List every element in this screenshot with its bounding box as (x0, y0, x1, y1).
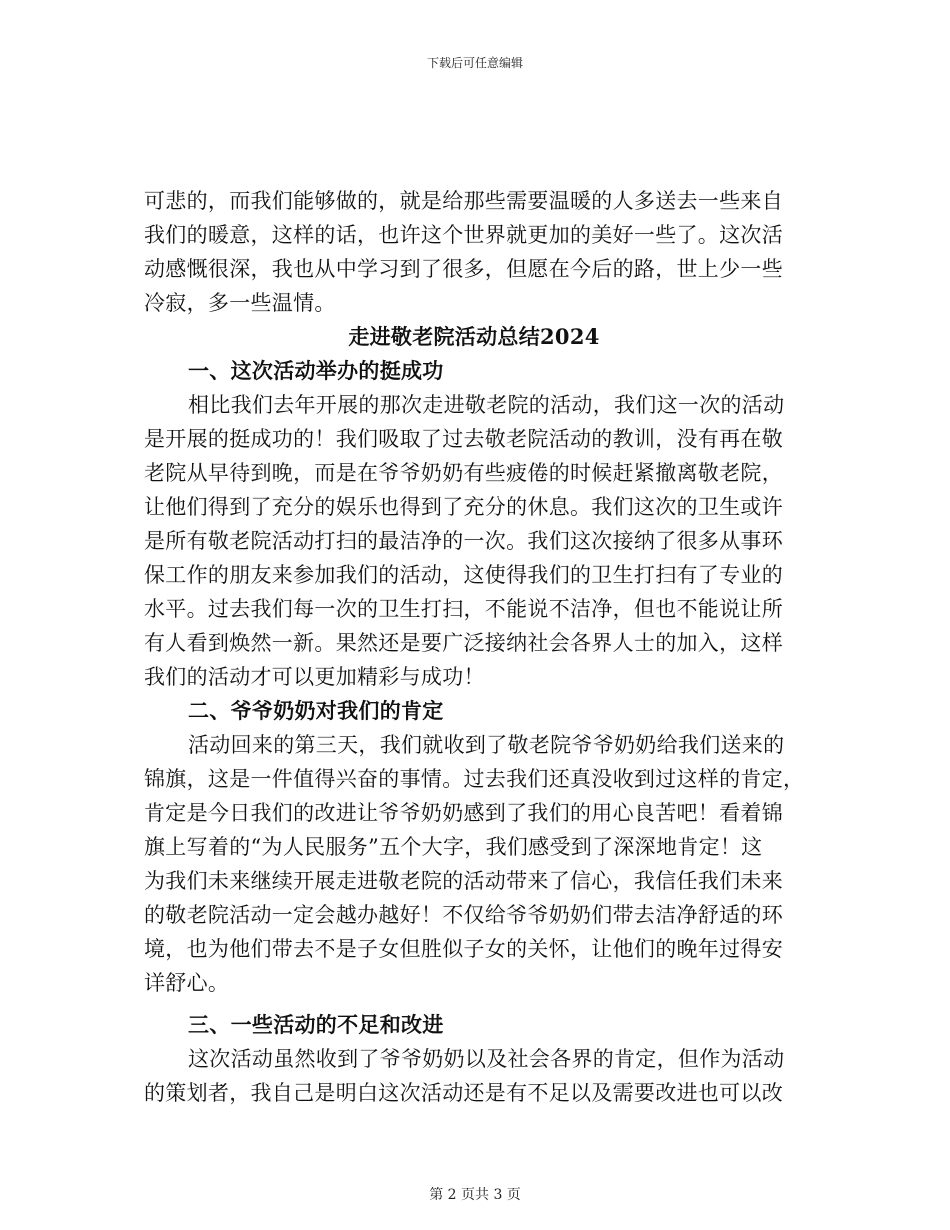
body-text-line: 为我们未来继续开展走进敬老院的活动带来了信心，我信任我们未来 (144, 869, 783, 893)
body-text-line: 可悲的，而我们能够做的，就是给那些需要温暖的人多送去一些来自 (144, 189, 783, 213)
body-text-line: 我们的暖意，这样的话，也许这个世界就更加的美好一些了。这次活 (144, 223, 783, 247)
body-text-line: 详舒心。 (144, 971, 230, 995)
section-heading: 一、这次活动举办的挺成功 (188, 358, 444, 383)
body-text-line: 相比我们去年开展的那次走进敬老院的活动，我们这一次的活动 (188, 393, 785, 417)
document-title: 走进敬老院活动总结2024 (348, 324, 600, 349)
body-text-line: 水平。过去我们每一次的卫生打扫，不能说不洁净，但也不能说让所 (144, 597, 783, 621)
page-footer: 第 2 页共 3 页 (429, 1187, 521, 1203)
body-text-line: 的策划者，我自己是明白这次活动还是有不足以及需要改进也可以改 (144, 1081, 783, 1105)
body-text-line: 锦旗，这是一件值得兴奋的事情。过去我们还真没收到过这样的肯定， (144, 767, 805, 791)
body-text-line: 我们的活动才可以更加精彩与成功！ (144, 665, 485, 689)
document-body (144, 184, 804, 1110)
paragraph-gap (144, 1000, 804, 1008)
body-text-line: 境，也为他们带去不是子女但胜似子女的关怀，让他们的晚年过得安 (144, 937, 783, 961)
body-text-line: 有人看到焕然一新。果然还是要广泛接纳社会各界人士的加入，这样 (144, 631, 783, 655)
body-text-line: 这次活动虽然收到了爷爷奶奶以及社会各界的肯定，但作为活动 (188, 1047, 785, 1071)
body-text-line: 保工作的朋友来参加我们的活动，这使得我们的卫生打扫有了专业的 (144, 563, 783, 587)
body-text-line: 动感慨很深，我也从中学习到了很多，但愿在今后的路，世上少一些 (144, 257, 783, 281)
body-text-line: 旗上写着的“为人民服务”五个大字，我们感受到了深深地肯定！这 (144, 835, 763, 859)
body-text-line: 冷寂，多一些温情。 (144, 291, 336, 315)
body-text-line: 是所有敬老院活动打扫的最洁净的一次。我们这次接纳了很多从事环 (144, 529, 783, 553)
section-heading: 三、一些活动的不足和改进 (188, 1012, 444, 1037)
body-text-line: 是开展的挺成功的！我们吸取了过去敬老院活动的教训，没有再在敬 (144, 427, 783, 451)
body-text-line: 活动回来的第三天，我们就收到了敬老院爷爷奶奶给我们送来的 (188, 733, 785, 757)
body-text-line: 老院从早待到晚，而是在爷爷奶奶有些疲倦的时候赶紧撤离敬老院， (144, 461, 783, 485)
body-text-line: 让他们得到了充分的娱乐也得到了充分的休息。我们这次的卫生或许 (144, 495, 783, 519)
page-header: 下载后可任意编辑 (426, 56, 523, 70)
section-heading: 二、爷爷奶奶对我们的肯定 (188, 698, 444, 723)
body-text-line: 肯定是今日我们的改进让爷爷奶奶感到了我们的用心良苦吧！看着锦 (144, 801, 783, 825)
body-text-line: 的敬老院活动一定会越办越好！不仅给爷爷奶奶们带去洁净舒适的环 (144, 903, 783, 927)
